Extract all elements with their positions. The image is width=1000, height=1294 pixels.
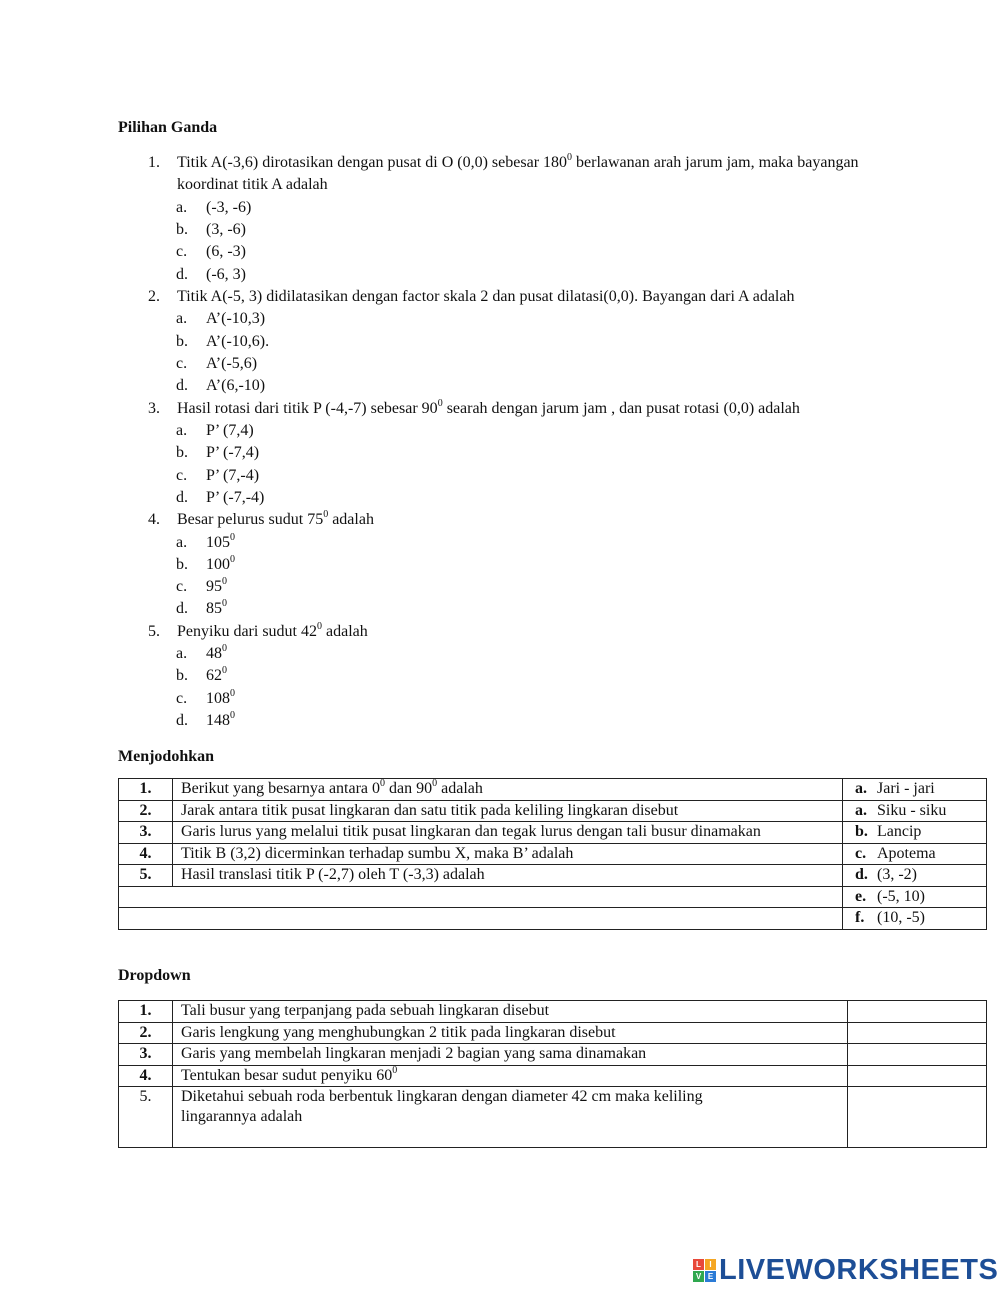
option-1c: c. (6, -3): [176, 243, 246, 260]
section-heading-multiple-choice: Pilihan Ganda: [118, 119, 218, 136]
option-2a: a. A’(-10,3): [176, 310, 266, 327]
section-heading-dropdown: Dropdown: [118, 967, 191, 984]
dropdown-statement: Diketahui sebuah roda berbentuk lingkaran dengan diameter 42 cm maka keliling lingarannya adalah: [173, 1087, 848, 1148]
option-1b: b. (3, -6): [176, 221, 246, 238]
dropdown-statement: Tentukan besar sudut penyiku $60^0$: [173, 1065, 848, 1087]
dropdown-answer-cell[interactable]: [848, 1044, 987, 1066]
dropdown-table: [118, 1000, 987, 1148]
matching-row: [119, 779, 987, 801]
dropdown-number: 1.: [119, 1001, 173, 1023]
option-5c: c. $108^0$: [176, 688, 235, 707]
logo-mark: [693, 1259, 716, 1282]
question-2: [148, 286, 888, 308]
option-3d: d. P’ (-7,-4): [176, 489, 265, 506]
dropdown-answer-cell[interactable]: [848, 1022, 987, 1044]
dropdown-row: [119, 1087, 987, 1148]
matching-answer[interactable]: f. (10, -5): [843, 908, 987, 930]
matching-answer[interactable]: a. Jari - jari: [843, 779, 987, 801]
dropdown-statement: Garis lengkung yang menghubungkan 2 titik pada lingkaran disebut: [173, 1022, 848, 1044]
question-text: Titik A(-5, 3) didilatasikan dengan factor skala 2 dan pusat dilatasi(0,0). Bayangan dari A adalah: [177, 288, 795, 305]
option-3b: b. P’ (-7,4): [176, 444, 260, 461]
question-5: [148, 621, 888, 643]
option-2d: d. A’(6,-10): [176, 377, 266, 394]
dropdown-number: 5.: [119, 1087, 173, 1148]
matching-answer[interactable]: e. (-5, 10): [843, 886, 987, 908]
logo-box: E: [705, 1271, 716, 1282]
logo-box: I: [705, 1259, 716, 1270]
matching-empty-cell: [119, 908, 843, 930]
logo-text: LIVEWORKSHEETS: [719, 1254, 999, 1286]
question-number: 2.: [148, 288, 160, 305]
matching-answer[interactable]: c. Apotema: [843, 843, 987, 865]
dropdown-row: [119, 1001, 987, 1023]
matching-row: [119, 822, 987, 844]
option-2c: c. A’(-5,6): [176, 355, 258, 372]
option-5b: b. $62^0$: [176, 665, 227, 684]
dropdown-answer-cell[interactable]: [848, 1001, 987, 1023]
question-number: 4.: [148, 511, 160, 528]
question-1: [148, 152, 888, 197]
dropdown-number: 4.: [119, 1065, 173, 1087]
matching-answer[interactable]: a. Siku - siku: [843, 800, 987, 822]
matching-statement: Garis lurus yang melalui titik pusat lingkaran dan tegak lurus dengan tali busur dinamakan: [173, 822, 843, 844]
logo-box: V: [693, 1271, 704, 1282]
matching-statement: Berikut yang besarnya antara $0^0$ dan $90^0$ adalah: [173, 779, 843, 801]
option-1a: a. (-3, -6): [176, 199, 252, 216]
option-3a: a. P’ (7,4): [176, 422, 254, 439]
matching-number: 2.: [119, 800, 173, 822]
matching-number: 3.: [119, 822, 173, 844]
matching-statement: Jarak antara titik pusat lingkaran dan satu titik pada keliling lingkaran disebut: [173, 800, 843, 822]
option-5a: a. $48^0$: [176, 643, 227, 662]
matching-row: [119, 843, 987, 865]
dropdown-number: 3.: [119, 1044, 173, 1066]
matching-row: [119, 800, 987, 822]
matching-row: [119, 908, 987, 930]
question-text: Besar pelurus sudut $75^0$ adalah: [177, 509, 374, 528]
matching-table: [118, 778, 987, 930]
question-number: 3.: [148, 400, 160, 417]
question-number: 5.: [148, 623, 160, 640]
matching-row: [119, 865, 987, 887]
question-3: [148, 398, 888, 420]
matching-empty-cell: [119, 886, 843, 908]
dropdown-row: [119, 1044, 987, 1066]
matching-number: 5.: [119, 865, 173, 887]
dropdown-answer-cell[interactable]: [848, 1087, 987, 1148]
question-text: Penyiku dari sudut $42^0$ adalah: [177, 621, 368, 640]
question-text: Titik A(-3,6) dirotasikan dengan pusat di O (0,0) sebesar $180^0$ berlawanan arah jarum jam, maka bayangan koordinat titik A adalah: [177, 152, 859, 194]
matching-answer[interactable]: d. (3, -2): [843, 865, 987, 887]
section-heading-matching: Menjodohkan: [118, 748, 215, 765]
dropdown-row: [119, 1022, 987, 1044]
dropdown-answer-cell[interactable]: [848, 1065, 987, 1087]
logo-box: L: [693, 1259, 704, 1270]
matching-row: [119, 886, 987, 908]
question-text: Hasil rotasi dari titik P (-4,-7) sebesar $90^0$ searah dengan jarum jam , dan pusat rotasi (0,0) adalah: [177, 398, 800, 417]
option-5d: d. $148^0$: [176, 710, 235, 729]
matching-statement: Hasil translasi titik P (-2,7) oleh T (-3,3) adalah: [173, 865, 843, 887]
option-4a: a. $105^0$: [176, 532, 235, 551]
dropdown-number: 2.: [119, 1022, 173, 1044]
option-3c: c. P’ (7,-4): [176, 467, 260, 484]
question-number: 1.: [148, 154, 160, 171]
dropdown-row: [119, 1065, 987, 1087]
matching-number: 4.: [119, 843, 173, 865]
matching-statement: Titik B (3,2) dicerminkan terhadap sumbu X, maka B’ adalah: [173, 843, 843, 865]
option-4d: d. $85^0$: [176, 598, 227, 617]
question-4: [148, 509, 888, 531]
liveworksheets-logo: [693, 1254, 998, 1287]
matching-answer[interactable]: b. Lancip: [843, 822, 987, 844]
matching-number: 1.: [119, 779, 173, 801]
option-4c: c. $95^0$: [176, 576, 227, 595]
option-2b: b. A’(-10,6).: [176, 333, 270, 350]
option-4b: b. $100^0$: [176, 554, 235, 573]
option-1d: d. (-6, 3): [176, 266, 246, 283]
dropdown-statement: Garis yang membelah lingkaran menjadi 2 bagian yang sama dinamakan: [173, 1044, 848, 1066]
dropdown-statement: Tali busur yang terpanjang pada sebuah lingkaran disebut: [173, 1001, 848, 1023]
